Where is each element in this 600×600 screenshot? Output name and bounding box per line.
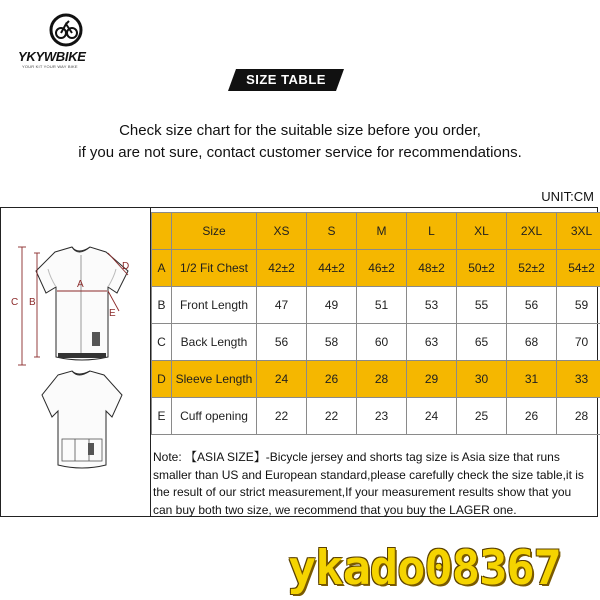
- row-measurement-name: Cuff opening: [172, 398, 257, 435]
- table-cell: 49: [307, 287, 357, 324]
- table-cell: 28: [357, 361, 407, 398]
- header-size: M: [357, 213, 407, 250]
- table-cell: 60: [357, 324, 407, 361]
- brand-tagline: YOUR KIT YOUR WAY BIKE: [22, 64, 78, 69]
- intro-line-2: if you are not sure, contact customer service for recommendations.: [78, 144, 522, 161]
- header-size-label: Size: [172, 213, 257, 250]
- size-note: Note: 【ASIA SIZE】-Bicycle jersey and shorts tag size is Asia size that runs smaller than US and European standard,please carefully check the size table,it is the result of our strict measurement,If your measurement results show that you can buy both two size, we recommend that you buy the LAGER one.: [153, 450, 584, 517]
- header-size: XL: [457, 213, 507, 250]
- label-b: B: [29, 297, 36, 308]
- row-measurement-name: Front Length: [172, 287, 257, 324]
- intro-text: [0, 120, 600, 164]
- header-size: XS: [257, 213, 307, 250]
- table-cell: 30: [457, 361, 507, 398]
- table-cell: 25: [457, 398, 507, 435]
- table-cell: 63: [407, 324, 457, 361]
- row-letter: A: [152, 250, 172, 287]
- table-cell: 50±2: [457, 250, 507, 287]
- brand-logo: [18, 12, 128, 67]
- table-cell: 55: [457, 287, 507, 324]
- row-letter: D: [152, 361, 172, 398]
- table-cell: 65: [457, 324, 507, 361]
- table-row: [152, 361, 600, 398]
- jersey-diagram: [0, 207, 150, 517]
- back-logo-patch: [88, 443, 94, 455]
- size-table: [151, 212, 600, 435]
- table-row: [152, 324, 600, 361]
- page-title: SIZE TABLE: [246, 72, 326, 87]
- table-cell: 42±2: [257, 250, 307, 287]
- row-measurement-name: Sleeve Length: [172, 361, 257, 398]
- intro-line-1: Check size chart for the suitable size before you order,: [119, 122, 481, 139]
- front-hem-band: [58, 353, 106, 358]
- header-size: L: [407, 213, 457, 250]
- table-row: [152, 287, 600, 324]
- label-c: C: [11, 297, 19, 308]
- row-measurement-name: Back Length: [172, 324, 257, 361]
- header-letter-cell: [152, 213, 172, 250]
- table-cell: 29: [407, 361, 457, 398]
- table-cell: 26: [507, 398, 557, 435]
- header-size: 2XL: [507, 213, 557, 250]
- brand-name: YKYWBIKE: [18, 49, 86, 64]
- unit-label: UNIT:CM: [541, 189, 594, 204]
- row-letter: E: [152, 398, 172, 435]
- table-row: [152, 398, 600, 435]
- label-e: E: [109, 308, 116, 319]
- table-cell: 52±2: [507, 250, 557, 287]
- table-cell: 23: [357, 398, 407, 435]
- bicycle-icon: [48, 12, 84, 48]
- table-cell: 33: [557, 361, 600, 398]
- table-cell: 28: [557, 398, 600, 435]
- front-logo-patch: [92, 332, 100, 346]
- table-cell: 59: [557, 287, 600, 324]
- label-d: D: [122, 261, 130, 272]
- table-cell: 56: [257, 324, 307, 361]
- table-cell: 22: [307, 398, 357, 435]
- watermark: ykado08367: [288, 541, 561, 596]
- table-cell: 24: [257, 361, 307, 398]
- table-cell: 22: [257, 398, 307, 435]
- table-header-row: [152, 213, 600, 250]
- table-cell: 46±2: [357, 250, 407, 287]
- table-cell: 24: [407, 398, 457, 435]
- table-cell: 56: [507, 287, 557, 324]
- label-a: A: [77, 279, 84, 290]
- table-cell: 47: [257, 287, 307, 324]
- jersey-back: [42, 371, 122, 468]
- table-cell: 68: [507, 324, 557, 361]
- row-letter: B: [152, 287, 172, 324]
- table-row: [152, 250, 600, 287]
- header-size: S: [307, 213, 357, 250]
- row-letter: C: [152, 324, 172, 361]
- table-cell: 53: [407, 287, 457, 324]
- title-banner: [228, 69, 344, 91]
- row-measurement-name: 1/2 Fit Chest: [172, 250, 257, 287]
- jersey-front: [36, 247, 128, 360]
- table-cell: 51: [357, 287, 407, 324]
- table-cell: 26: [307, 361, 357, 398]
- header-size: 3XL: [557, 213, 600, 250]
- table-cell: 31: [507, 361, 557, 398]
- table-cell: 48±2: [407, 250, 457, 287]
- table-cell: 44±2: [307, 250, 357, 287]
- table-cell: 70: [557, 324, 600, 361]
- table-cell: 54±2: [557, 250, 600, 287]
- table-cell: 58: [307, 324, 357, 361]
